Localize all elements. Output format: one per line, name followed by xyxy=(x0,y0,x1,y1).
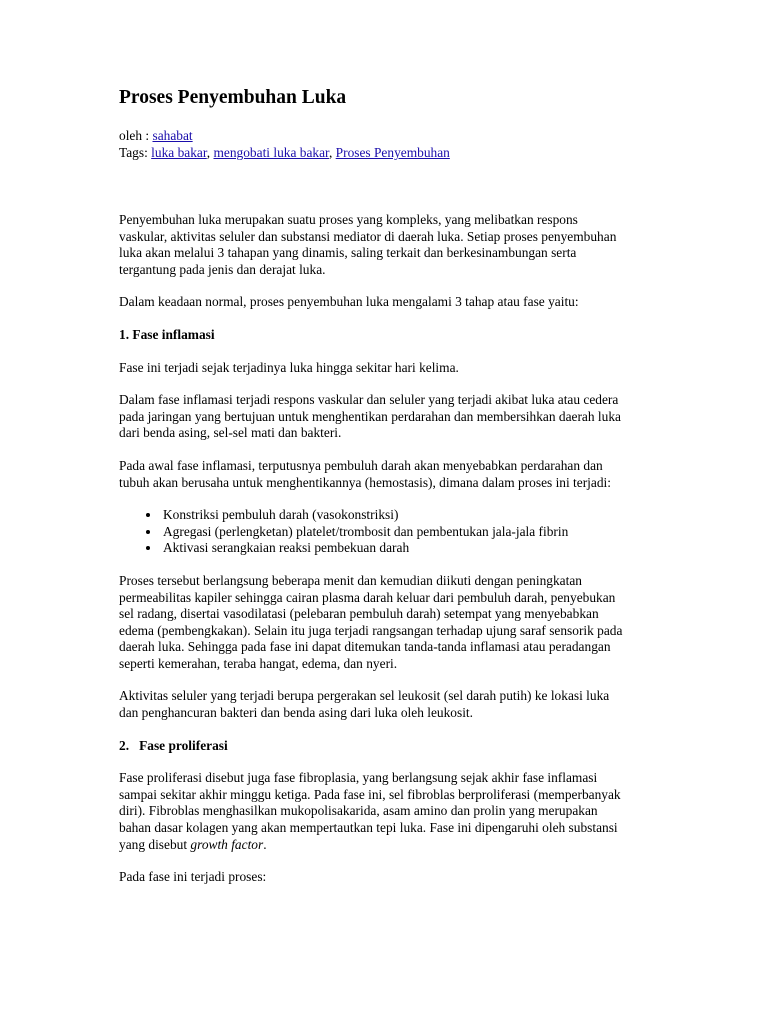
list-item: • Aktivasi serangkaian reaksi pembekuan darah xyxy=(161,540,659,557)
tag-link-mengobati-luka-bakar[interactable]: mengobati luka bakar xyxy=(213,145,329,160)
author-link[interactable]: sahabat xyxy=(152,128,193,143)
author-line xyxy=(119,127,659,144)
document-title: Proses Penyembuhan Luka xyxy=(119,87,347,108)
section2-heading: 2. Fase proliferasi xyxy=(119,737,228,753)
spacer xyxy=(119,161,659,212)
section1-p3: Pada awal fase inflamasi, terputusnya pembuluh darah akan menyebabkan perdarahan dan tubuh akan berusaha untuk menghentikannya (hemostasis), dimana dalam proses ini terjadi: xyxy=(119,457,611,490)
tag-separator: , xyxy=(328,145,336,160)
growth-factor-term: growth factor xyxy=(190,836,264,852)
section1-p4: Proses tersebut berlangsung beberapa menit dan kemudian diikuti dengan peningkatan permeabilitas kapiler sehingga cairan plasma darah keluar dari pembuluh darah, penyebukan sel radang, disertai vasodilatasi (pelebaran pembuluh darah) setempat yang menyebabkan edema (pembengkakan). Selain itu juga terjadi rangsangan terhadap ujung saraf sensorik pada daerah luka. Sehingga pada fase ini dapat ditemukan tanda-tanda inflamasi atau peradangan seperti kemerahan, teraba hangat, edema, dan nyeri. xyxy=(119,572,623,671)
document-page xyxy=(119,86,659,902)
intro-paragraph: Penyembuhan luka merupakan suatu proses yang kompleks, yang melibatkan respons vaskular, aktivitas seluler dan substansi mediator di daerah luka. Setiap proses penyembuhan luka akan melalui 3 tahapan yang dinamis, saling terkait dan berkesinambungan serta tergantung pada jenis dan derajat luka. xyxy=(119,212,617,277)
section1-p2: Dalam fase inflamasi terjadi respons vaskular dan seluler yang terjadi akibat luka atau cedera pada jaringan yang bertujuan untuk menghentikan perdarahan dan membersihkan daerah luka dari benda asing, sel-sel mati dan bakteri. xyxy=(119,392,621,441)
section1-heading: 1. Fase inflamasi xyxy=(119,326,215,342)
section2-p2: Pada fase ini terjadi proses: xyxy=(119,869,267,885)
list-item: • Konstriksi pembuluh darah (vasokonstriksi) xyxy=(161,507,659,524)
author-prefix: oleh : xyxy=(119,128,153,143)
tag-link-luka-bakar[interactable]: luka bakar xyxy=(151,145,207,160)
tags-prefix: Tags: xyxy=(119,145,152,160)
normal-paragraph: Dalam keadaan normal, proses penyembuhan luka mengalami 3 tahap atau fase yaitu: xyxy=(119,294,579,310)
section2-p1: Fase proliferasi disebut juga fase fibroplasia, yang berlangsung sejak akhir fase inflamasi sampai sekitar akhir minggu ketiga. Pada fase ini, sel fibroblas berproliferasi (memperbanyak diri). Fibroblas menghasilkan mukopolisakarida, asam amino dan prolin yang merupakan bahan dasar kolagen yang akan mempertautkan tepi luka. Fase ini dipengaruhi oleh substansi yang disebut growth factor. xyxy=(119,770,621,852)
tags-line xyxy=(119,144,659,161)
tag-separator: , xyxy=(206,145,214,160)
list-item: • Agregasi (perlengketan) platelet/trombosit dan pembentukan jala-jala fibrin xyxy=(161,524,659,541)
section1-p1: Fase ini terjadi sejak terjadinya luka hingga sekitar hari kelima. xyxy=(119,359,459,375)
section1-p5: Aktivitas seluler yang terjadi berupa pergerakan sel leukosit (sel darah putih) ke lokasi luka dan penghancuran bakteri dan benda asing dari luka oleh leukosit. xyxy=(119,688,610,721)
tag-link-proses-penyembuhan[interactable]: Proses Penyembuhan xyxy=(335,145,450,160)
hemostasis-list xyxy=(119,507,659,557)
